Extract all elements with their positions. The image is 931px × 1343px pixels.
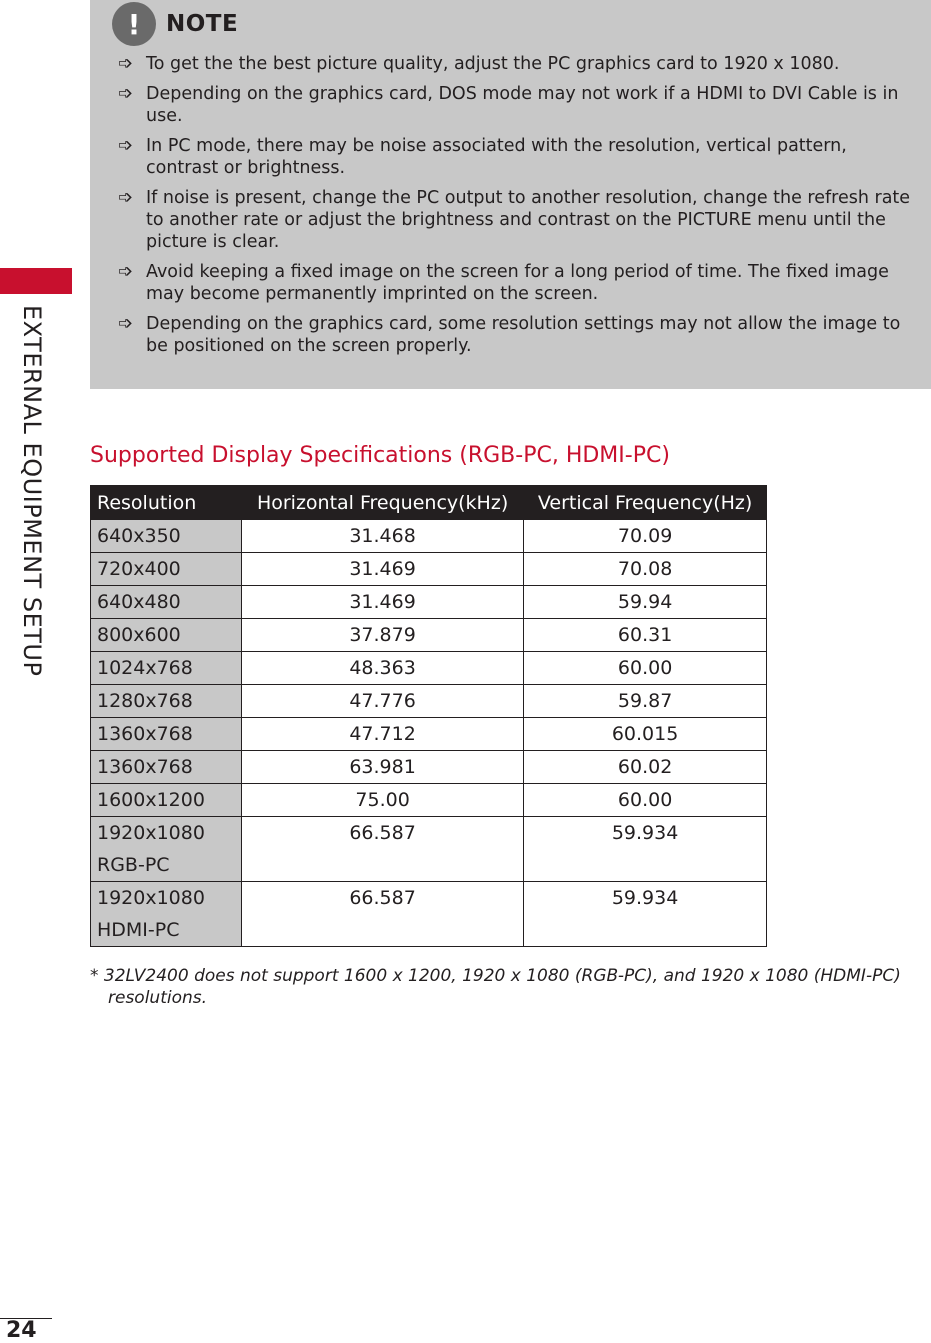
vertical-frequency-cell: 60.31 xyxy=(524,619,767,652)
resolution-value: 1920x1080 xyxy=(97,887,205,909)
note-title: NOTE xyxy=(166,11,239,37)
resolution-input-type: RGB-PC xyxy=(97,854,170,876)
note-item-text: Depending on the graphics card, some resolution settings may not allow the image to be positioned on the screen properly. xyxy=(146,314,901,356)
horizontal-frequency-cell: 47.776 xyxy=(242,685,524,718)
note-item xyxy=(118,187,918,253)
table-row xyxy=(91,718,767,751)
horizontal-frequency-cell: 37.879 xyxy=(242,619,524,652)
note-item-text: Avoid keeping a fixed image on the screen for a long period of time. The fixed image may become permanently imprinted on the screen. xyxy=(146,262,889,304)
exclamation-icon: ! xyxy=(112,2,156,46)
table-row xyxy=(91,619,767,652)
note-item-text: In PC mode, there may be noise associated with the resolution, vertical pattern, contrast or brightness. xyxy=(146,136,847,178)
note-item-text: If noise is present, change the PC output to another resolution, change the refresh rate to another rate or adjust the brightness and contrast on the PICTURE menu until the picture is clear. xyxy=(146,188,911,252)
table-header-row xyxy=(91,486,767,520)
arrow-icon: ➩ xyxy=(118,261,134,282)
column-header-resolution: Resolution xyxy=(91,486,242,520)
table-row xyxy=(91,520,767,553)
table-row xyxy=(91,553,767,586)
resolution-value: 1920x1080 xyxy=(97,822,205,844)
column-header-vertical: Vertical Frequency(Hz) xyxy=(524,486,767,520)
note-item xyxy=(118,83,918,127)
horizontal-frequency-cell: 66.587 xyxy=(242,882,524,947)
resolution-cell: 1024x768 xyxy=(91,652,242,685)
vertical-frequency-cell: 59.87 xyxy=(524,685,767,718)
vertical-frequency-cell: 59.94 xyxy=(524,586,767,619)
vertical-frequency-cell: 60.00 xyxy=(524,784,767,817)
table-row xyxy=(91,751,767,784)
table-row xyxy=(91,685,767,718)
vertical-frequency-cell: 70.09 xyxy=(524,520,767,553)
horizontal-frequency-cell: 75.00 xyxy=(242,784,524,817)
arrow-icon: ➩ xyxy=(118,135,134,156)
arrow-icon: ➩ xyxy=(118,83,134,104)
table-row xyxy=(91,882,767,947)
resolution-cell: 1600x1200 xyxy=(91,784,242,817)
vertical-frequency-cell: 60.02 xyxy=(524,751,767,784)
resolution-cell: 640x350 xyxy=(91,520,242,553)
page-number: 24 xyxy=(6,1318,37,1343)
note-header xyxy=(112,2,238,46)
table-footnote: * 32LV2400 does not support 1600 x 1200, 1920 x 1080 (RGB-PC), and 1920 x 1080 (HDMI-PC) resolutions. xyxy=(90,966,901,1008)
resolution-cell: 1360x768 xyxy=(91,718,242,751)
vertical-frequency-cell: 59.934 xyxy=(524,882,767,947)
horizontal-frequency-cell: 48.363 xyxy=(242,652,524,685)
horizontal-frequency-cell: 31.469 xyxy=(242,586,524,619)
horizontal-frequency-cell: 47.712 xyxy=(242,718,524,751)
note-item xyxy=(118,135,918,179)
note-item-text: Depending on the graphics card, DOS mode may not work if a HDMI to DVI Cable is in use. xyxy=(146,84,899,126)
arrow-icon: ➩ xyxy=(118,313,134,334)
arrow-icon: ➩ xyxy=(118,187,134,208)
note-item xyxy=(118,261,918,305)
resolution-cell xyxy=(91,882,242,947)
table-row xyxy=(91,784,767,817)
vertical-frequency-cell: 70.08 xyxy=(524,553,767,586)
note-box xyxy=(90,0,931,389)
section-side-label: EXTERNAL EQUIPMENT SETUP xyxy=(18,305,46,677)
resolution-cell: 720x400 xyxy=(91,553,242,586)
resolution-cell: 1360x768 xyxy=(91,751,242,784)
table-row xyxy=(91,652,767,685)
note-item-text: To get the the best picture quality, adjust the PC graphics card to 1920 x 1080. xyxy=(146,54,840,74)
resolution-cell: 800x600 xyxy=(91,619,242,652)
column-header-horizontal: Horizontal Frequency(kHz) xyxy=(242,486,524,520)
vertical-frequency-cell: 60.00 xyxy=(524,652,767,685)
arrow-icon: ➩ xyxy=(118,53,134,74)
resolution-cell: 1280x768 xyxy=(91,685,242,718)
resolution-cell: 640x480 xyxy=(91,586,242,619)
table-row xyxy=(91,586,767,619)
note-list xyxy=(118,53,918,365)
note-item xyxy=(118,53,918,75)
horizontal-frequency-cell: 63.981 xyxy=(242,751,524,784)
display-spec-table xyxy=(90,485,767,947)
section-tab-marker xyxy=(0,268,72,294)
section-heading: Supported Display Specifications (RGB-PC, HDMI-PC) xyxy=(90,443,670,468)
vertical-frequency-cell: 60.015 xyxy=(524,718,767,751)
resolution-input-type: HDMI-PC xyxy=(97,919,180,941)
table-row xyxy=(91,817,767,882)
note-item xyxy=(118,313,918,357)
horizontal-frequency-cell: 66.587 xyxy=(242,817,524,882)
vertical-frequency-cell: 59.934 xyxy=(524,817,767,882)
horizontal-frequency-cell: 31.469 xyxy=(242,553,524,586)
horizontal-frequency-cell: 31.468 xyxy=(242,520,524,553)
resolution-cell xyxy=(91,817,242,882)
